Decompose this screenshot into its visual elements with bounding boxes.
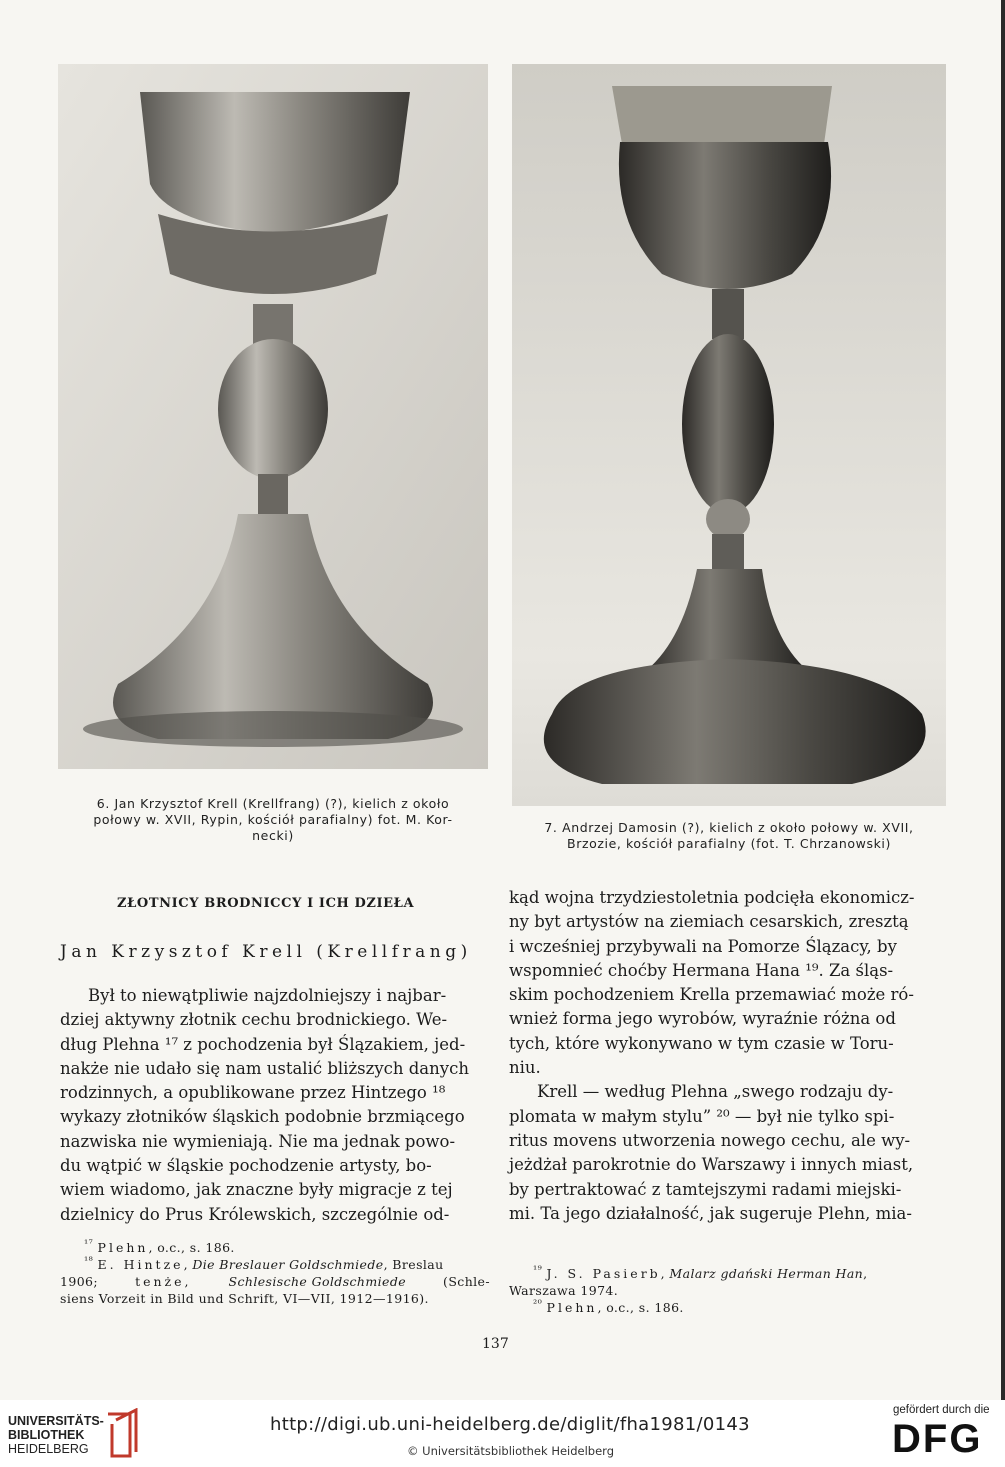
footnote-text: , o.c., s. 186.: [597, 1300, 684, 1316]
text-line: jeżdżał parokrotnie do Warszawy i innych miast,: [509, 1155, 914, 1175]
footnote-mark: ¹⁷: [84, 1238, 94, 1250]
left-column-text: [60, 984, 486, 1227]
text-line: dziej aktywny złotnik cechu brodnickiego. We-: [60, 1010, 448, 1030]
footnote-text: siens Vorzeit in Bild und Schrift, VI—VII, 1912—1916).: [60, 1291, 429, 1307]
library-name-line: UNIVERSITÄTS-: [8, 1414, 104, 1428]
article-heading: ZŁOTNICY BRODNICCY I ICH DZIEŁA: [117, 896, 415, 911]
footnote-mark: ¹⁸: [84, 1255, 94, 1267]
dfg-logo: DFG: [892, 1417, 983, 1461]
figure-6-photo: [58, 64, 488, 769]
text-line: tych, które wykonywano w tym czasie w Toru-: [509, 1033, 894, 1053]
copyright-notice: © Universitätsbibliothek Heidelberg: [407, 1444, 615, 1458]
page-number: 137: [482, 1336, 509, 1352]
text-line: skim pochodzeniem Krella przemawiać może ró-: [509, 985, 914, 1005]
footnote-20: [533, 1296, 684, 1316]
text-line: rodzinnych, a opublikowane przez Hintzego ¹⁸: [60, 1083, 446, 1103]
footnote-text: 1906;: [60, 1274, 99, 1290]
chalice-6-illustration: [58, 64, 488, 769]
text-line: ny byt artystów na ziemiach cesarskich, zresztą: [509, 912, 909, 932]
text-line: plomata w małym stylu” ²⁰ — był nie tylko spi-: [509, 1106, 895, 1126]
library-name-line: BIBLIOTHEK: [8, 1428, 85, 1442]
footnote-author: Plehn: [97, 1240, 149, 1256]
footnote-mark: ²⁰: [533, 1298, 543, 1310]
footnote-author: E. Hintze: [97, 1257, 184, 1273]
caption-line: Brzozie, kościół parafialny (fot. T. Chrzanowski): [567, 836, 891, 851]
footnote-18: $^{^{18}}$ E. Hintze, Die Breslauer Goldschmiede, Breslau 1906; tenże, Schlesische Goldschmiede (Schle- siens Vorzeit in Bild und Schrift, VI—VII, 1912—1916).: [60, 1255, 490, 1307]
footnote-19: $^{^{19}}$ J. S. Pasierb, Malarz gdański Herman Han, Warszawa 1974.: [509, 1262, 939, 1299]
text-line: dzielnicy do Prus Królewskich, szczególnie od-: [60, 1204, 450, 1224]
figure-7-photo: [512, 64, 946, 806]
text-line: i wcześniej przybywali na Pomorze Ślązacy, by: [509, 936, 897, 956]
text-line: wnież forma jego wyrobów, wyraźnie różna od: [509, 1009, 896, 1029]
text-line: Był to niewątpliwie najzdolniejszy i najbar-: [88, 986, 447, 1005]
right-column-text: [509, 886, 939, 1226]
text-line: mi. Ta jego działalność, jak sugeruje Plehn, mia-: [509, 1203, 912, 1223]
permalink-url[interactable]: http://digi.ub.uni-heidelberg.de/diglit/fha1981/0143: [270, 1414, 750, 1435]
footnote-mark: ¹⁹: [533, 1264, 543, 1276]
footnote-text: , o.c., s. 186.: [148, 1240, 235, 1256]
text-line: by pertraktować z tamtejszymi radami miejski-: [509, 1179, 902, 1199]
caption-line: necki): [252, 828, 294, 843]
text-line: nazwiska nie wymieniają. Nie ma jednak powo-: [60, 1131, 456, 1151]
text-line: wykazy złotników śląskich podobnie brzmiącego: [60, 1107, 465, 1127]
footer-bar: [0, 1400, 1005, 1467]
library-name-line: HEIDELBERG: [8, 1442, 89, 1456]
text-line: Krell — według Plehna „swego rodzaju dy-: [537, 1082, 894, 1102]
footnote-title: Schlesische Goldschmiede: [228, 1274, 407, 1290]
text-line: nakże nie udało się nam ustalić bliższych danych: [60, 1058, 469, 1078]
chalice-7-illustration: [512, 64, 946, 806]
footnote-title: Malarz gdański Herman Han: [669, 1266, 864, 1282]
text-line: du wątpić w śląskie pochodzenie artysty, bo-: [60, 1156, 432, 1176]
caption-line: 7. Andrzej Damosin (?), kielich z około połowy w. XVII,: [544, 820, 914, 835]
figure-7-caption: [506, 820, 952, 852]
footnote-author: tenże,: [135, 1274, 192, 1290]
footnote-text: , Breslau: [383, 1257, 444, 1273]
text-line: niu.: [509, 1058, 541, 1078]
text-line: dług Plehna ¹⁷ z pochodzenia był Ślązakiem, jed-: [60, 1034, 466, 1054]
footnote-text: Warszawa 1974.: [509, 1283, 619, 1299]
text-line: wiem wiadomo, jak znaczne były migracje z tej: [60, 1180, 453, 1200]
footnote-title: Die Breslauer Goldschmiede: [192, 1257, 384, 1273]
library-logo-icon: [104, 1408, 140, 1462]
article-subheading: Jan Krzysztof Krell (Krellfrang): [60, 942, 472, 962]
library-name: [8, 1414, 104, 1456]
text-line: kąd wojna trzydziestoletnia podcięła ekonomicz-: [509, 888, 915, 907]
text-line: wspomnieć choćby Hermana Hana ¹⁹. Za śląs-: [509, 960, 894, 980]
footnote-text: (Schle-: [443, 1274, 490, 1290]
footnote-author: J. S. Pasierb: [546, 1266, 661, 1282]
caption-line: połowy w. XVII, Rypin, kościół parafialny) fot. M. Kor-: [93, 812, 453, 827]
caption-line: 6. Jan Krzysztof Krell (Krellfrang) (?), kielich z około: [96, 796, 450, 811]
footnote-author: Plehn: [546, 1300, 598, 1316]
text-line: ritus movens utworzenia nowego cechu, ale wy-: [509, 1130, 911, 1150]
funding-label: gefördert durch die: [893, 1404, 990, 1416]
figure-6-caption: [50, 796, 496, 844]
